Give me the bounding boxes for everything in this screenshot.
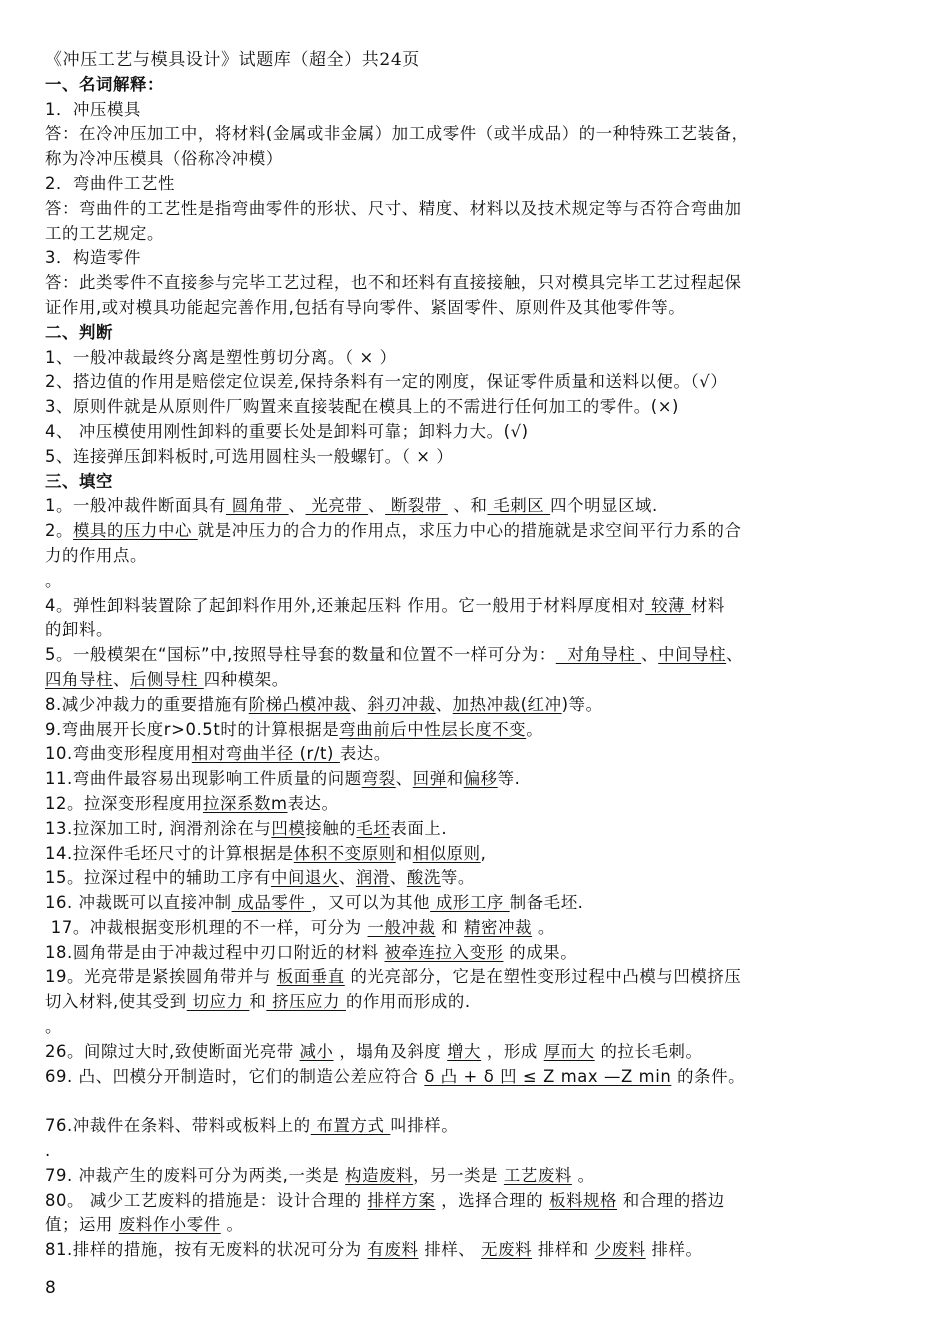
text-span: 和合理的搭边 xyxy=(617,1190,725,1210)
text-span: 。 xyxy=(532,917,555,937)
text-line xyxy=(45,445,915,470)
answer-blank: 排样方案 xyxy=(367,1190,436,1210)
text-span: 排样和 xyxy=(532,1240,595,1260)
answer-blank: 减小 xyxy=(299,1041,334,1061)
text-span: 、 xyxy=(368,496,386,516)
text-line xyxy=(45,1139,915,1164)
text-span: 二、判断 xyxy=(45,322,113,342)
text-span: 5。一般模架在“国标”中,按照导柱导套的数量和位置不一样可分为： xyxy=(45,645,556,665)
text-span: 切入材料,使其受到 xyxy=(45,992,187,1012)
text-line xyxy=(45,172,915,197)
answer-blank: 四角导柱 xyxy=(45,669,113,689)
answer-blank: 模具的压力中心 xyxy=(73,521,198,541)
text-span: 《冲压工艺与模具设计》试题库（超全）共24页 xyxy=(45,50,420,70)
text-span: 和 xyxy=(446,769,464,789)
text-span: 69. 凸、凹模分开制造时，它们的制造公差应符合 xyxy=(45,1066,425,1086)
text-span: 三、填空 xyxy=(45,471,113,491)
text-line xyxy=(45,594,915,619)
answer-blank: 板面垂直 xyxy=(276,967,345,987)
text-span: 证作用,或对模具功能起完善作用,包括有导向零件、紧固零件、原则件及其他零件等。 xyxy=(45,297,686,317)
text-span: 称为冷冲压模具（俗称冷冲模） xyxy=(45,149,283,169)
text-span: 材料 xyxy=(690,595,725,615)
text-line xyxy=(45,420,915,445)
answer-blank: 切应力 xyxy=(186,992,250,1012)
text-span: 答：在冷冲压加工中，将材料(金属或非金属）加工成零件（或半成品）的一种特殊工艺装备， xyxy=(45,124,749,144)
text-span: 。 xyxy=(45,570,62,590)
answer-blank: 对角导柱 xyxy=(555,645,642,665)
text-span: 76.冲裁件在条料、带料或板料上的 xyxy=(45,1116,311,1136)
answer-blank: 拉深系数m xyxy=(202,793,288,813)
text-line xyxy=(45,569,915,594)
answer-blank: 少废料 xyxy=(594,1240,646,1260)
answer-blank: 厚而大 xyxy=(543,1041,595,1061)
text-span: 2、搭边值的作用是赔偿定位误差,保持条料有一定的刚度，保证零件质量和送料以便。（√） xyxy=(45,372,728,392)
text-span: 、 xyxy=(338,868,356,888)
text-span: 4。弹性卸料装置除了起卸料作用外,还兼起压料 作用。它一般用于材料厚度相对 xyxy=(45,595,646,615)
text-span: 表面上. xyxy=(390,818,448,838)
text-span: 四个明显区域. xyxy=(550,496,658,516)
answer-blank: 成品零件 xyxy=(231,893,312,913)
answer-blank: 断裂带 xyxy=(385,496,448,516)
text-span: 、 xyxy=(395,769,413,789)
text-span: 答：弯曲件的工艺性是指弯曲零件的形状、尺寸、精度、材料以及技术规定等与否符合弯曲加 xyxy=(45,198,742,218)
text-line xyxy=(45,222,915,247)
text-span: 13.拉深加工时, 润滑剂涂在与 xyxy=(45,818,272,838)
text-span: 3、原则件就是从原则件厂购置来直接装配在模具上的不需进行任何加工的零件。(×) xyxy=(45,397,680,417)
text-span: 接触的 xyxy=(305,818,357,838)
answer-blank: 凹模 xyxy=(271,818,306,838)
text-span: 1。一般冲裁件断面具有 xyxy=(45,496,226,516)
text-span: 的作用而形成的. xyxy=(345,992,471,1012)
text-span: 8.减少冲裁力的重要措施有 xyxy=(45,694,249,714)
text-span: 17。冲裁根据变形机理的不一样，可分为 xyxy=(45,917,368,937)
text-span: 值；运用 xyxy=(45,1215,119,1235)
text-span: 14.拉深件毛坯尺寸的计算根据是 xyxy=(45,843,294,863)
text-span: 的条件。 xyxy=(671,1066,746,1086)
answer-blank: 毛刺区 xyxy=(487,496,551,516)
text-line xyxy=(45,544,915,569)
section-heading xyxy=(45,321,915,346)
text-line xyxy=(45,965,915,990)
text-span: 排样、 xyxy=(418,1240,482,1260)
answer-blank: 工艺废料 xyxy=(503,1165,572,1185)
text-line xyxy=(45,197,915,222)
answer-blank: 光亮带 xyxy=(305,496,369,516)
text-line xyxy=(45,643,915,668)
text-span: ，选择合理的 xyxy=(435,1190,550,1210)
text-span: 10.弯曲变形程度用 xyxy=(45,744,192,764)
text-span: 就是冲压力的合力的作用点，求压力中心的措施就是求空间平行力系的合 xyxy=(197,521,742,541)
text-span: , xyxy=(480,843,487,863)
section-heading xyxy=(45,73,915,98)
text-line xyxy=(45,891,915,916)
text-span: 叫排样。 xyxy=(390,1116,459,1136)
text-span: ，另一类是 xyxy=(413,1165,504,1185)
text-span: 。 xyxy=(526,719,544,739)
text-span: 80。 减少工艺废料的措施是：设计合理的 xyxy=(45,1190,368,1210)
text-line xyxy=(45,494,915,519)
text-line xyxy=(45,246,915,271)
text-line xyxy=(45,1238,915,1263)
text-line xyxy=(45,742,915,767)
answer-blank: 后侧导柱 xyxy=(129,669,204,689)
text-line xyxy=(45,767,915,792)
answer-blank: 无废料 xyxy=(481,1240,533,1260)
text-span: 答：此类零件不直接参与完毕工艺过程，也不和坯料有直接接触，只对模具完毕工艺过程起保 xyxy=(45,273,742,293)
text-span: 和 xyxy=(435,917,465,937)
text-span: 、和 xyxy=(447,496,488,516)
text-span: ，塌角及斜度 xyxy=(333,1041,448,1061)
answer-blank: 加热冲裁(红冲 xyxy=(452,694,562,714)
text-span: 2．弯曲件工艺性 xyxy=(45,173,175,193)
answer-blank: 成形工序 xyxy=(430,893,510,913)
text-span: 排样。 xyxy=(645,1240,703,1260)
text-line xyxy=(45,1040,915,1065)
page-number: 8 xyxy=(45,1278,56,1298)
answer-blank: 板料规格 xyxy=(549,1190,618,1210)
text-span: 4、 冲压模使用刚性卸料的重要长处是卸料可靠；卸料力大。(√) xyxy=(45,421,529,441)
answer-blank: 中间导柱 xyxy=(658,645,727,665)
answer-blank: 挤压应力 xyxy=(266,992,346,1012)
text-span: 9.弯曲展开长度r>0.5t时的计算根据是 xyxy=(45,719,340,739)
text-span: 11.弯曲件最容易出现影响工件质量的问题 xyxy=(45,769,362,789)
answer-blank: 弯曲前后中性层长度不变 xyxy=(339,719,527,739)
text-span: 、 xyxy=(350,694,368,714)
section-heading xyxy=(45,470,915,495)
text-span: 。 xyxy=(220,1215,244,1235)
text-span: ，又可以为其他 xyxy=(311,893,431,913)
text-span: )等。 xyxy=(561,694,603,714)
text-span: 。 xyxy=(45,1017,62,1037)
text-line xyxy=(45,916,915,941)
text-line xyxy=(45,370,915,395)
text-span: 、 xyxy=(726,645,744,665)
answer-blank: 润滑 xyxy=(355,868,390,888)
text-span: ，形成 xyxy=(481,1041,544,1061)
text-span: 的光亮部分，它是在塑性变形过程中凸模与凹模挤压 xyxy=(344,967,742,987)
text-span: 2。 xyxy=(45,521,74,541)
answer-blank: 斜刃冲裁 xyxy=(367,694,436,714)
text-line xyxy=(45,693,915,718)
text-span: 等。 xyxy=(440,868,475,888)
text-span: 1．冲压模具 xyxy=(45,99,141,119)
answer-blank: 有废料 xyxy=(367,1240,419,1260)
text-span: 等. xyxy=(497,769,521,789)
text-span: 81.排样的措施，按有无废料的状况可分为 xyxy=(45,1240,368,1260)
text-span: 四种模架。 xyxy=(203,669,289,689)
text-span: 、 xyxy=(112,669,130,689)
answer-blank: 体积不变原则 xyxy=(293,843,396,863)
text-span: 、 xyxy=(288,496,306,516)
answer-blank: 偏移 xyxy=(463,769,498,789)
answer-blank: 废料作小零件 xyxy=(118,1215,221,1235)
text-line xyxy=(45,1189,915,1214)
text-span: 5、连接弹压卸料板时,可选用圆柱头一般螺钉。（ × ） xyxy=(45,446,454,466)
text-line xyxy=(45,346,915,371)
text-span: 和 xyxy=(249,992,267,1012)
document-title xyxy=(45,48,915,73)
text-span: 工的工艺规定。 xyxy=(45,223,164,243)
answer-blank: 较薄 xyxy=(645,595,691,615)
answer-blank: 构造废料 xyxy=(345,1165,414,1185)
text-line xyxy=(45,668,915,693)
text-span: 、 xyxy=(641,645,659,665)
text-span: 18.圆角带是由于冲裁过程中刃口附近的材料 xyxy=(45,942,385,962)
text-span: 12。拉深变形程度用 xyxy=(45,793,203,813)
text-line xyxy=(45,618,915,643)
text-span: 1、一般冲裁最终分离是塑性剪切分离。（ × ） xyxy=(45,347,397,367)
text-span: 的卸料。 xyxy=(45,620,113,640)
text-line xyxy=(45,1089,915,1114)
answer-blank: 布置方式 xyxy=(310,1116,391,1136)
text-line xyxy=(45,519,915,544)
text-span: 3．构造零件 xyxy=(45,248,141,268)
text-line xyxy=(45,990,915,1015)
answer-blank: 增大 xyxy=(447,1041,482,1061)
answer-blank: 被牵连拉入变形 xyxy=(384,942,504,962)
text-line xyxy=(45,817,915,842)
text-line xyxy=(45,718,915,743)
text-line xyxy=(45,1114,915,1139)
text-span: 力的作用点。 xyxy=(45,545,147,565)
answer-blank: δ 凸 + δ 凹 ≤ Z max —Z min xyxy=(424,1066,672,1086)
text-line xyxy=(45,122,915,147)
text-span: 16. 冲裁既可以直接冲制 xyxy=(45,893,232,913)
text-span: 一、名词解释： xyxy=(45,74,164,94)
text-line xyxy=(45,98,915,123)
text-span: 的拉长毛刺。 xyxy=(594,1041,703,1061)
text-span: 表达。 xyxy=(339,744,391,764)
answer-blank: 相对弯曲半径 (r/t) xyxy=(191,744,340,764)
text-span: 19。光亮带是紧挨圆角带并与 xyxy=(45,967,277,987)
answer-blank: 弯裂 xyxy=(361,769,396,789)
answer-blank: 回弹 xyxy=(412,769,447,789)
document-body xyxy=(45,48,915,1263)
text-line xyxy=(45,792,915,817)
text-line xyxy=(45,147,915,172)
text-line xyxy=(45,271,915,296)
text-line xyxy=(45,1213,915,1238)
text-span: . xyxy=(45,1141,51,1161)
text-line xyxy=(45,941,915,966)
text-span: 表达。 xyxy=(287,793,339,813)
answer-blank: 圆角带 xyxy=(225,496,289,516)
text-span: 79. 冲裁产生的废料可分为两类,一类是 xyxy=(45,1165,346,1185)
answer-blank: 阶梯凸模冲裁 xyxy=(248,694,351,714)
text-line xyxy=(45,1015,915,1040)
text-span: 制备毛坯. xyxy=(509,893,584,913)
answer-blank: 一般冲裁 xyxy=(367,917,436,937)
text-span: 、 xyxy=(435,694,453,714)
answer-blank: 毛坯 xyxy=(356,818,391,838)
text-line xyxy=(45,1065,915,1090)
text-span: 。 xyxy=(571,1165,595,1185)
text-span: 、 xyxy=(389,868,407,888)
text-line xyxy=(45,842,915,867)
answer-blank: 精密冲裁 xyxy=(464,917,533,937)
text-span: 和 xyxy=(395,843,413,863)
text-span: 15。拉深过程中的辅助工序有 xyxy=(45,868,271,888)
text-span: 26。间隙过大时,致使断面光亮带 xyxy=(45,1041,300,1061)
text-span: 的成果。 xyxy=(503,942,578,962)
text-line xyxy=(45,866,915,891)
text-line xyxy=(45,1164,915,1189)
answer-blank: 酸洗 xyxy=(406,868,441,888)
text-line xyxy=(45,395,915,420)
answer-blank: 相似原则 xyxy=(412,843,481,863)
text-line xyxy=(45,296,915,321)
answer-blank: 中间退火 xyxy=(270,868,339,888)
